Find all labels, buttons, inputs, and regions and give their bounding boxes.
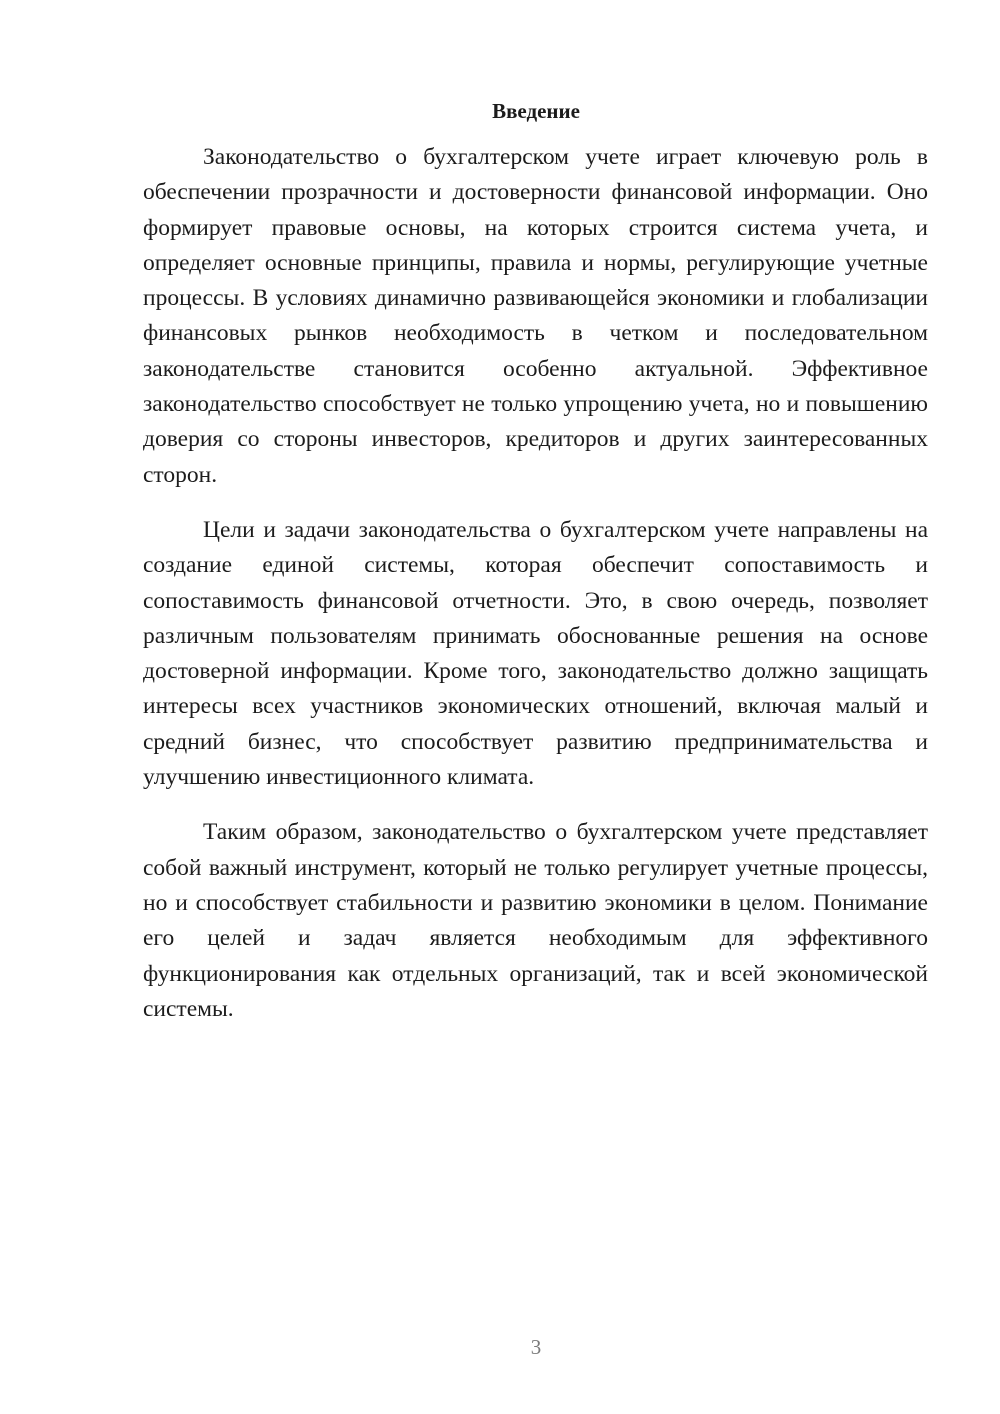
paragraph-2: Цели и задачи законодательства о бухгалтерском учете направлены на создание единой системы, которая обеспечит сопоставимость и сопоставимость финансовой отчетности. Это, в свою очередь, позволяет различным пользователям принимать обоснованные решения на основе достоверной информации. Кроме того, законодательство должно защищать интересы всех участников экономических отношений, включая малый и средний бизнес, что способствует развитию предпринимательства и улучшению инвестиционного климата. [143, 516, 928, 791]
paragraph-3: Таким образом, законодательство о бухгалтерском учете представляет собой важный инструмент, который не только регулирует учетные процессы, но и способствует стабильности и развитию экономики в целом. Понимание его целей и задач является необходимым для эффективного функционирования как отдельных организаций, так и всей экономической системы. [143, 819, 928, 1022]
paragraph-1: Законодательство о бухгалтерском учете играет ключевую роль в обеспечении прозрачности и достоверности финансовой информации. Оно формирует правовые основы, на которых строится система учета, и определяет основные принципы, правила и нормы, регулирующие учетные процессы. В условиях динамично развивающейся экономики и глобализации финансовых рынков необходимость в четком и последовательном законодательстве становится особенно актуальной. Эффективное законодательство способствует не только упрощению учета, но и повышению доверия со стороны инвесторов, кредиторов и других заинтересованных сторон. [143, 144, 928, 488]
document-body [143, 140, 928, 1027]
section-heading: Введение [492, 99, 580, 123]
page-number: 3 [530, 1335, 542, 1359]
